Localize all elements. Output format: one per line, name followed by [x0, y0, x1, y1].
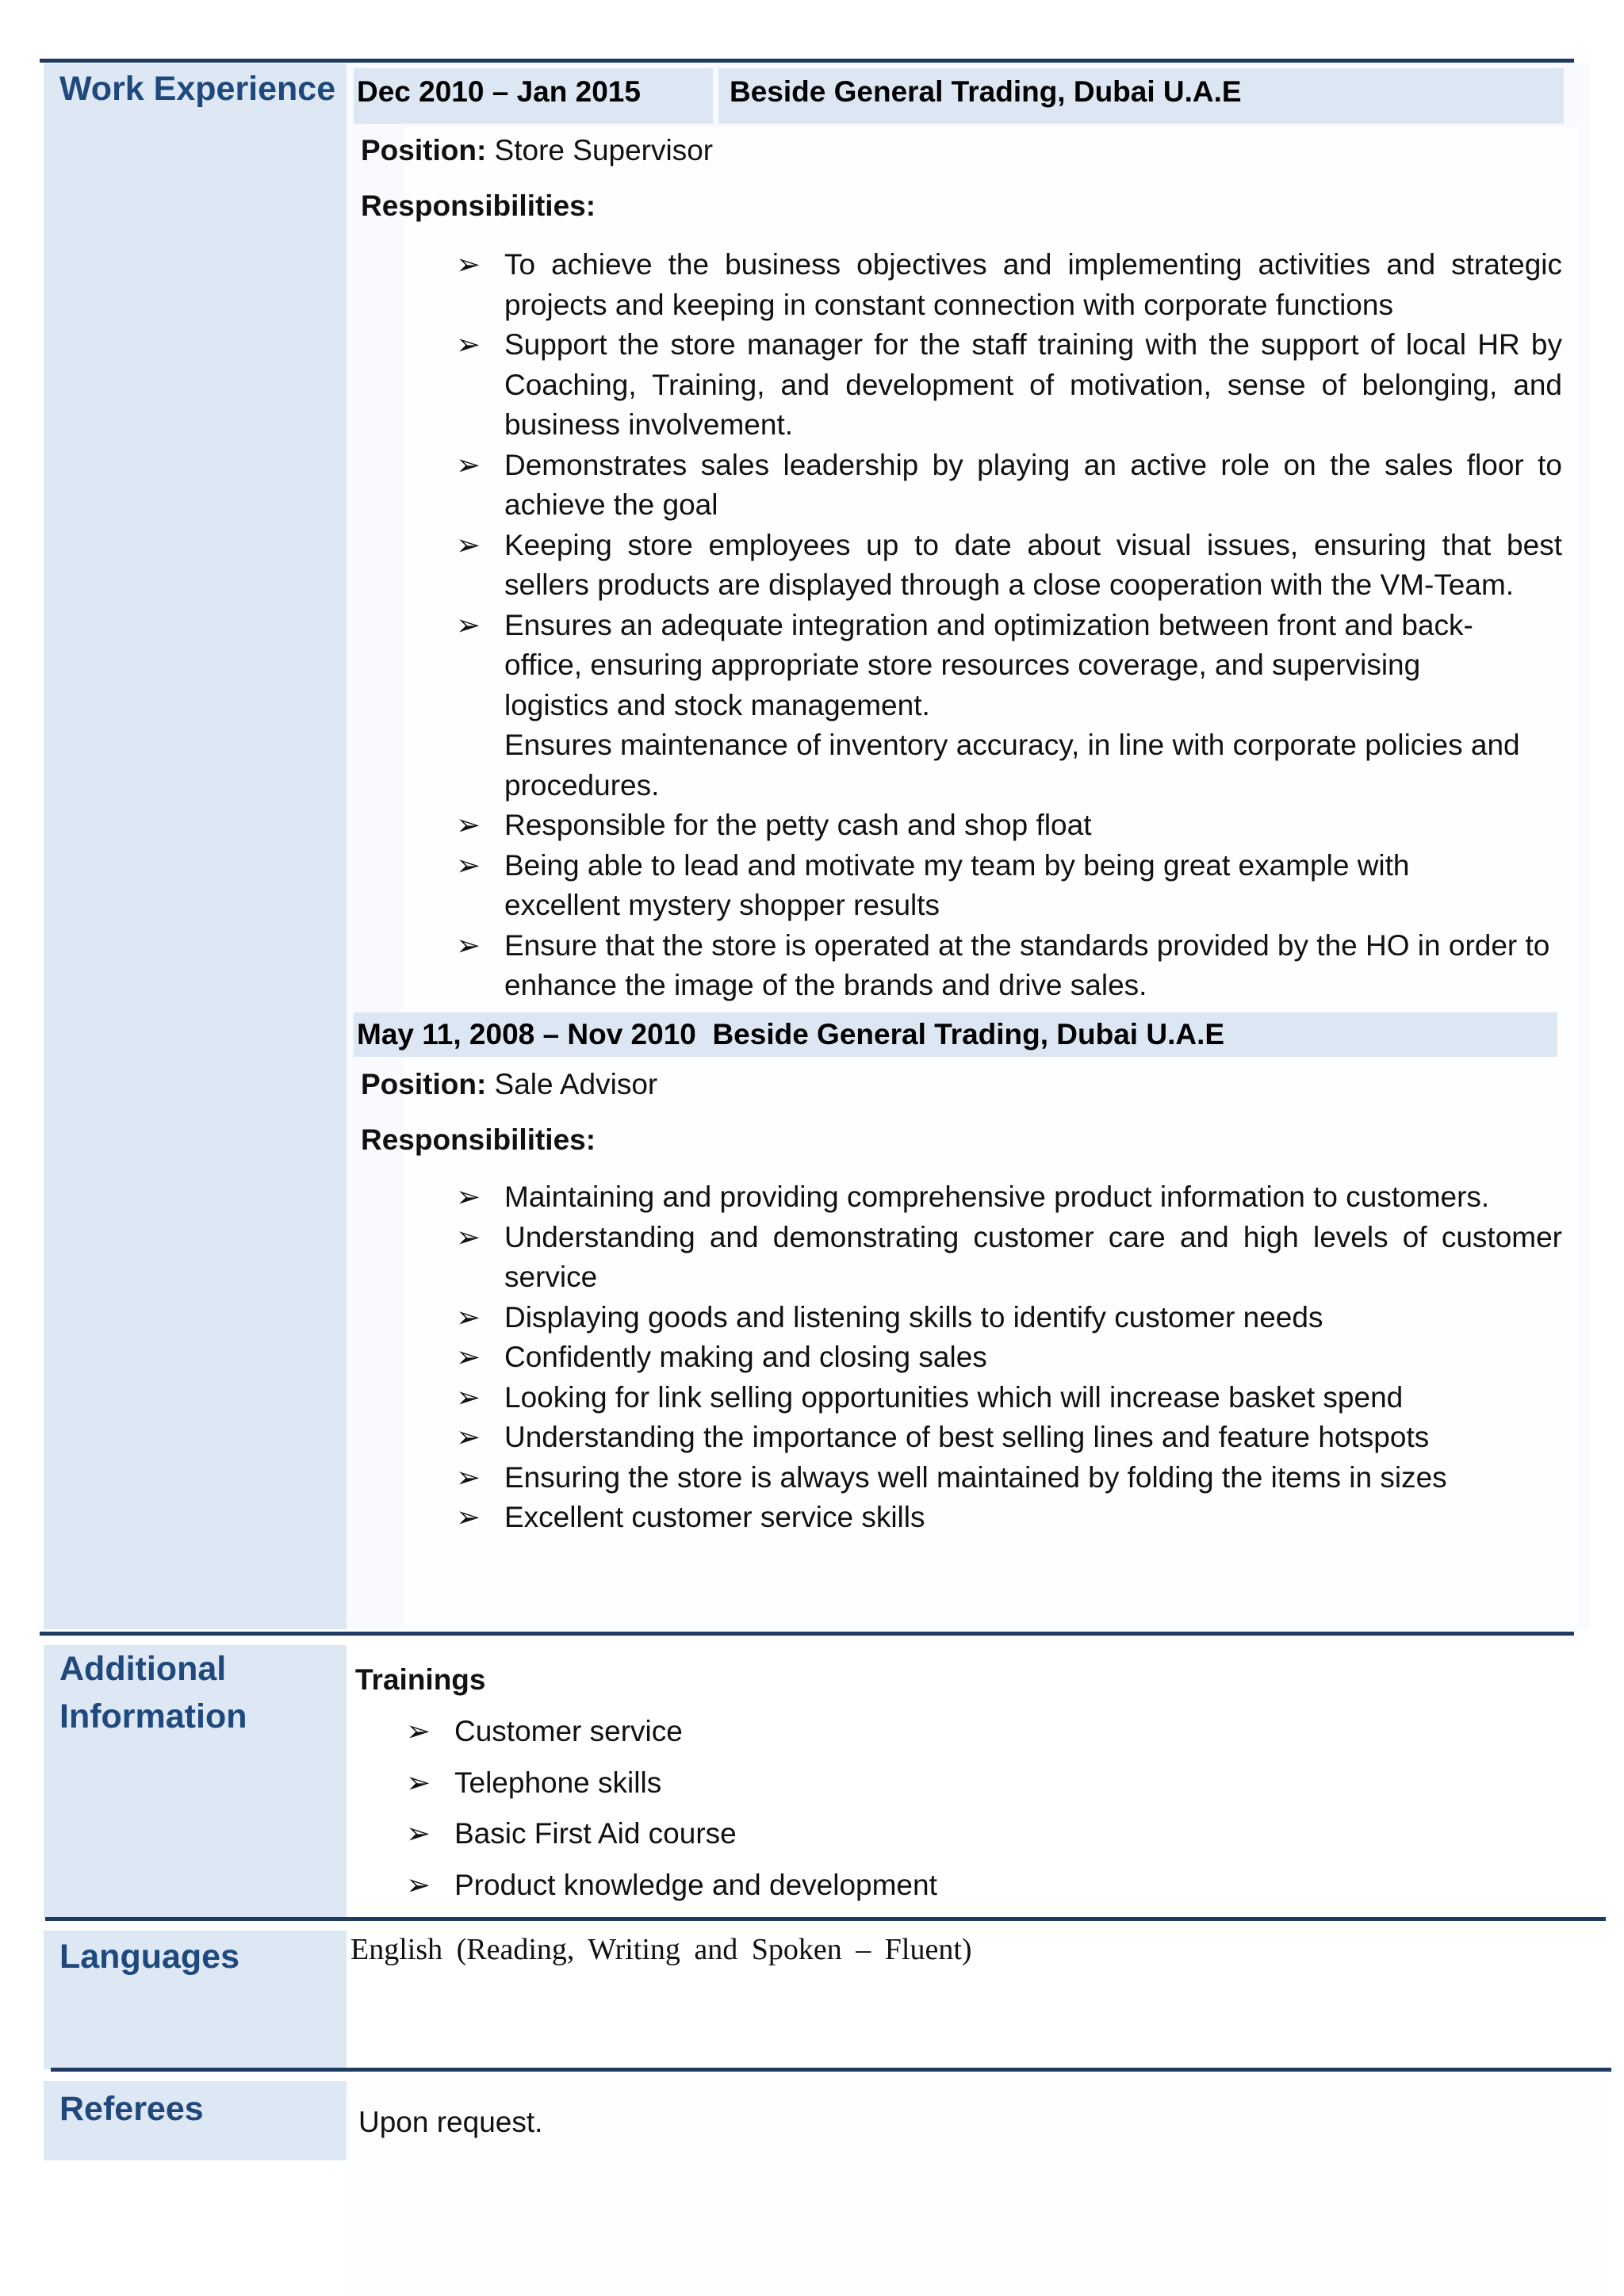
section-title-languages: Languages — [59, 1938, 239, 1976]
job-dates: Dec 2010 – Jan 2015 — [357, 75, 641, 108]
job-company: Beside General Trading, Dubai U.A.E — [712, 1018, 1225, 1050]
section-title-additional-information — [59, 1645, 247, 1740]
job-header — [357, 1015, 1224, 1054]
arrow-bullet-icon: ➢ — [456, 848, 481, 882]
arrow-bullet-icon: ➢ — [456, 608, 481, 641]
section-title-referees: Referees — [59, 2090, 204, 2128]
list-item: ➢ Demonstrates sales leadership by playing an active role on the sales floor to achieve the goal — [456, 446, 1562, 526]
list-item: ➢ Basic First Aid course — [406, 1808, 1516, 1860]
arrow-bullet-icon: ➢ — [456, 928, 481, 962]
section-divider — [45, 1917, 1606, 1921]
list-item: ➢ Confidently making and closing sales — [456, 1337, 1562, 1378]
list-item: ➢ Support the store manager for the staff training with the support of local HR by Coaching, Training, and development of motivation, sense of belonging, and business involvement. — [456, 325, 1562, 446]
trainings-title: Trainings — [355, 1663, 486, 1696]
section-title-line: Information — [59, 1697, 247, 1735]
arrow-bullet-icon: ➢ — [456, 1181, 481, 1213]
position-label: Position: — [361, 1068, 487, 1100]
arrow-bullet-icon: ➢ — [456, 328, 481, 361]
list-item: ➢ Understanding the importance of best selling lines and feature hotspots — [456, 1418, 1562, 1458]
arrow-bullet-icon: ➢ — [456, 1341, 481, 1373]
list-item: ➢ To achieve the business objectives and implementing activities and strategic projects and keeping in constant connection with corporate functions — [456, 245, 1562, 325]
section-divider — [51, 2068, 1611, 2072]
list-item: Ensures maintenance of inventory accuracy, in line with corporate policies and procedures. — [504, 729, 1520, 802]
section-title-line: Additional — [59, 1650, 227, 1688]
arrow-bullet-icon: ➢ — [456, 1300, 481, 1334]
arrow-bullet-icon: ➢ — [406, 1817, 431, 1850]
arrow-bullet-icon: ➢ — [406, 1766, 431, 1799]
job-company: Beside General Trading, Dubai U.A.E — [730, 75, 1242, 108]
arrow-bullet-icon: ➢ — [406, 1868, 431, 1901]
list-item: ➢ Telephone skills — [406, 1758, 1516, 1809]
list-item: ➢ Ensuring the store is always well maintained by folding the items in sizes — [456, 1458, 1562, 1498]
position-value: Sale Advisor — [494, 1068, 658, 1100]
languages-value: English (Reading, Writing and Spoken – Fluent) — [350, 1933, 972, 1966]
arrow-bullet-icon: ➢ — [456, 809, 481, 841]
section-title-work-experience: Work Experience — [59, 70, 336, 108]
list-item: ➢ Responsible for the petty cash and shop float — [456, 806, 1562, 846]
list-item: ➢ Being able to lead and motivate my team by being great example with excellent mystery shopper results — [456, 846, 1562, 926]
arrow-bullet-icon: ➢ — [456, 528, 481, 561]
arrow-bullet-icon: ➢ — [456, 248, 481, 281]
arrow-bullet-icon: ➢ — [456, 1501, 481, 1533]
arrow-bullet-icon: ➢ — [456, 1380, 481, 1414]
arrow-bullet-icon: ➢ — [456, 1460, 481, 1494]
arrow-bullet-icon: ➢ — [456, 1220, 481, 1253]
arrow-bullet-icon: ➢ — [456, 1421, 481, 1453]
job-position — [361, 131, 713, 170]
arrow-bullet-icon: ➢ — [406, 1715, 431, 1747]
section-divider — [40, 1632, 1574, 1636]
job-responsibilities-list — [456, 245, 1562, 1006]
job-responsibilities-list — [456, 1177, 1562, 1538]
position-value: Store Supervisor — [494, 134, 714, 166]
job-responsibilities-label: Responsibilities: — [361, 1123, 596, 1156]
list-item: ➢ Customer service — [406, 1706, 1516, 1758]
list-item: ➢ Product knowledge and development — [406, 1860, 1516, 1911]
referees-value: Upon request. — [358, 2106, 543, 2138]
list-item: ➢ Ensure that the store is operated at the standards provided by the HO in order to enhance the image of the brands and drive sales. — [456, 926, 1562, 1006]
list-item: ➢ Displaying goods and listening skills to identify customer needs — [456, 1298, 1562, 1338]
trainings-list — [406, 1706, 1516, 1911]
label-column-work — [44, 63, 347, 1629]
position-label: Position: — [361, 134, 487, 166]
list-item: ➢ Ensures an adequate integration and optimization between front and back-office, ensuring appropriate store resources coverage, and supervising logistics and stock management. — [456, 606, 1562, 726]
list-item: ➢ Understanding and demonstrating customer care and high levels of customer service — [456, 1218, 1562, 1298]
job-position — [361, 1065, 657, 1104]
job-dates: May 11, 2008 – Nov 2010 — [357, 1018, 696, 1050]
list-item: ➢ Maintaining and providing comprehensive product information to customers. — [456, 1177, 1562, 1218]
list-item: ➢ Looking for link selling opportunities which will increase basket spend — [456, 1378, 1562, 1418]
section-divider — [40, 59, 1574, 63]
list-item: ➢ Keeping store employees up to date about visual issues, ensuring that best sellers products are displayed through a close cooperation with the VM-Team. — [456, 526, 1562, 606]
list-item: ➢ Excellent customer service skills — [456, 1498, 1562, 1538]
arrow-bullet-icon: ➢ — [456, 448, 481, 481]
job-responsibilities-label: Responsibilities: — [361, 189, 596, 222]
